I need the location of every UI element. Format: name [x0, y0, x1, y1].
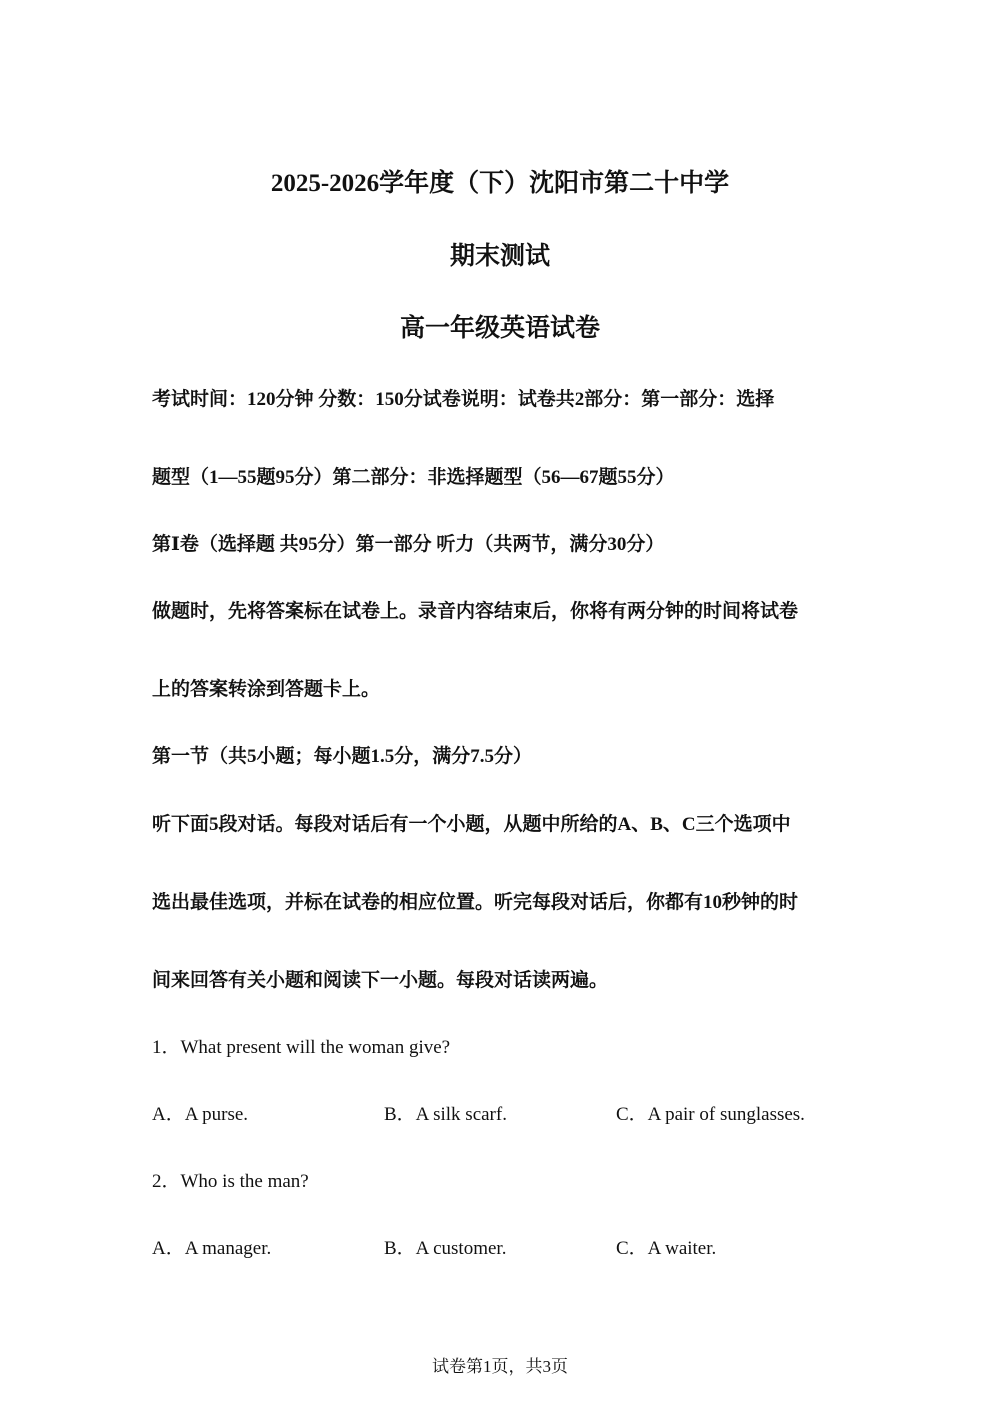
question-1-option-a: A．A purse.: [152, 1104, 249, 1125]
section1-heading: 第一节（共5小题；每小题1.5分，满分7.5分）: [152, 746, 533, 767]
page-footer: 试卷第1页，共3页: [432, 1357, 568, 1376]
section1-instruction-line-2: 选出最佳选项，并标在试卷的相应位置。听完每段对话后，你都有10秒钟的时: [152, 892, 799, 913]
exam-info-line-1: 考试时间：120分钟 分数：150分试卷说明：试卷共2部分：第一部分：选择: [152, 389, 775, 410]
question-2-option-c: C．A waiter.: [616, 1238, 717, 1259]
exam-name: 高一年级英语试卷: [399, 315, 600, 342]
question-2-option-b: B．A customer.: [384, 1238, 507, 1259]
exam-title: 2025-2026学年度（下）沈阳市第二十中学: [270, 170, 730, 197]
question-2-stem: 2．Who is the man?: [152, 1171, 309, 1192]
question-1-stem: 1．What present will the woman give?: [152, 1037, 451, 1058]
listening-instruction-line-1: 做题时，先将答案标在试卷上。录音内容结束后，你将有两分钟的时间将试卷: [152, 601, 799, 622]
question-1-option-b: B．A silk scarf.: [384, 1104, 507, 1125]
exam-info-line-2: 题型（1—55题95分）第二部分：非选择题型（56—67题55分）: [152, 467, 675, 488]
exam-subtitle: 期末测试: [449, 243, 550, 270]
section1-instruction-line-3: 间来回答有关小题和阅读下一小题。每段对话读两遍。: [152, 970, 609, 991]
question-2-option-a: A．A manager.: [152, 1238, 272, 1259]
listening-instruction-line-2: 上的答案转涂到答题卡上。: [152, 679, 381, 700]
part1-heading: 第Ⅰ卷（选择题 共95分）第一部分 听力（共两节，满分30分）: [152, 534, 665, 555]
question-1-option-c: C．A pair of sunglasses.: [616, 1104, 805, 1125]
section1-instruction-line-1: 听下面5段对话。每段对话后有一个小题，从题中所给的A、B、C三个选项中: [152, 814, 791, 835]
